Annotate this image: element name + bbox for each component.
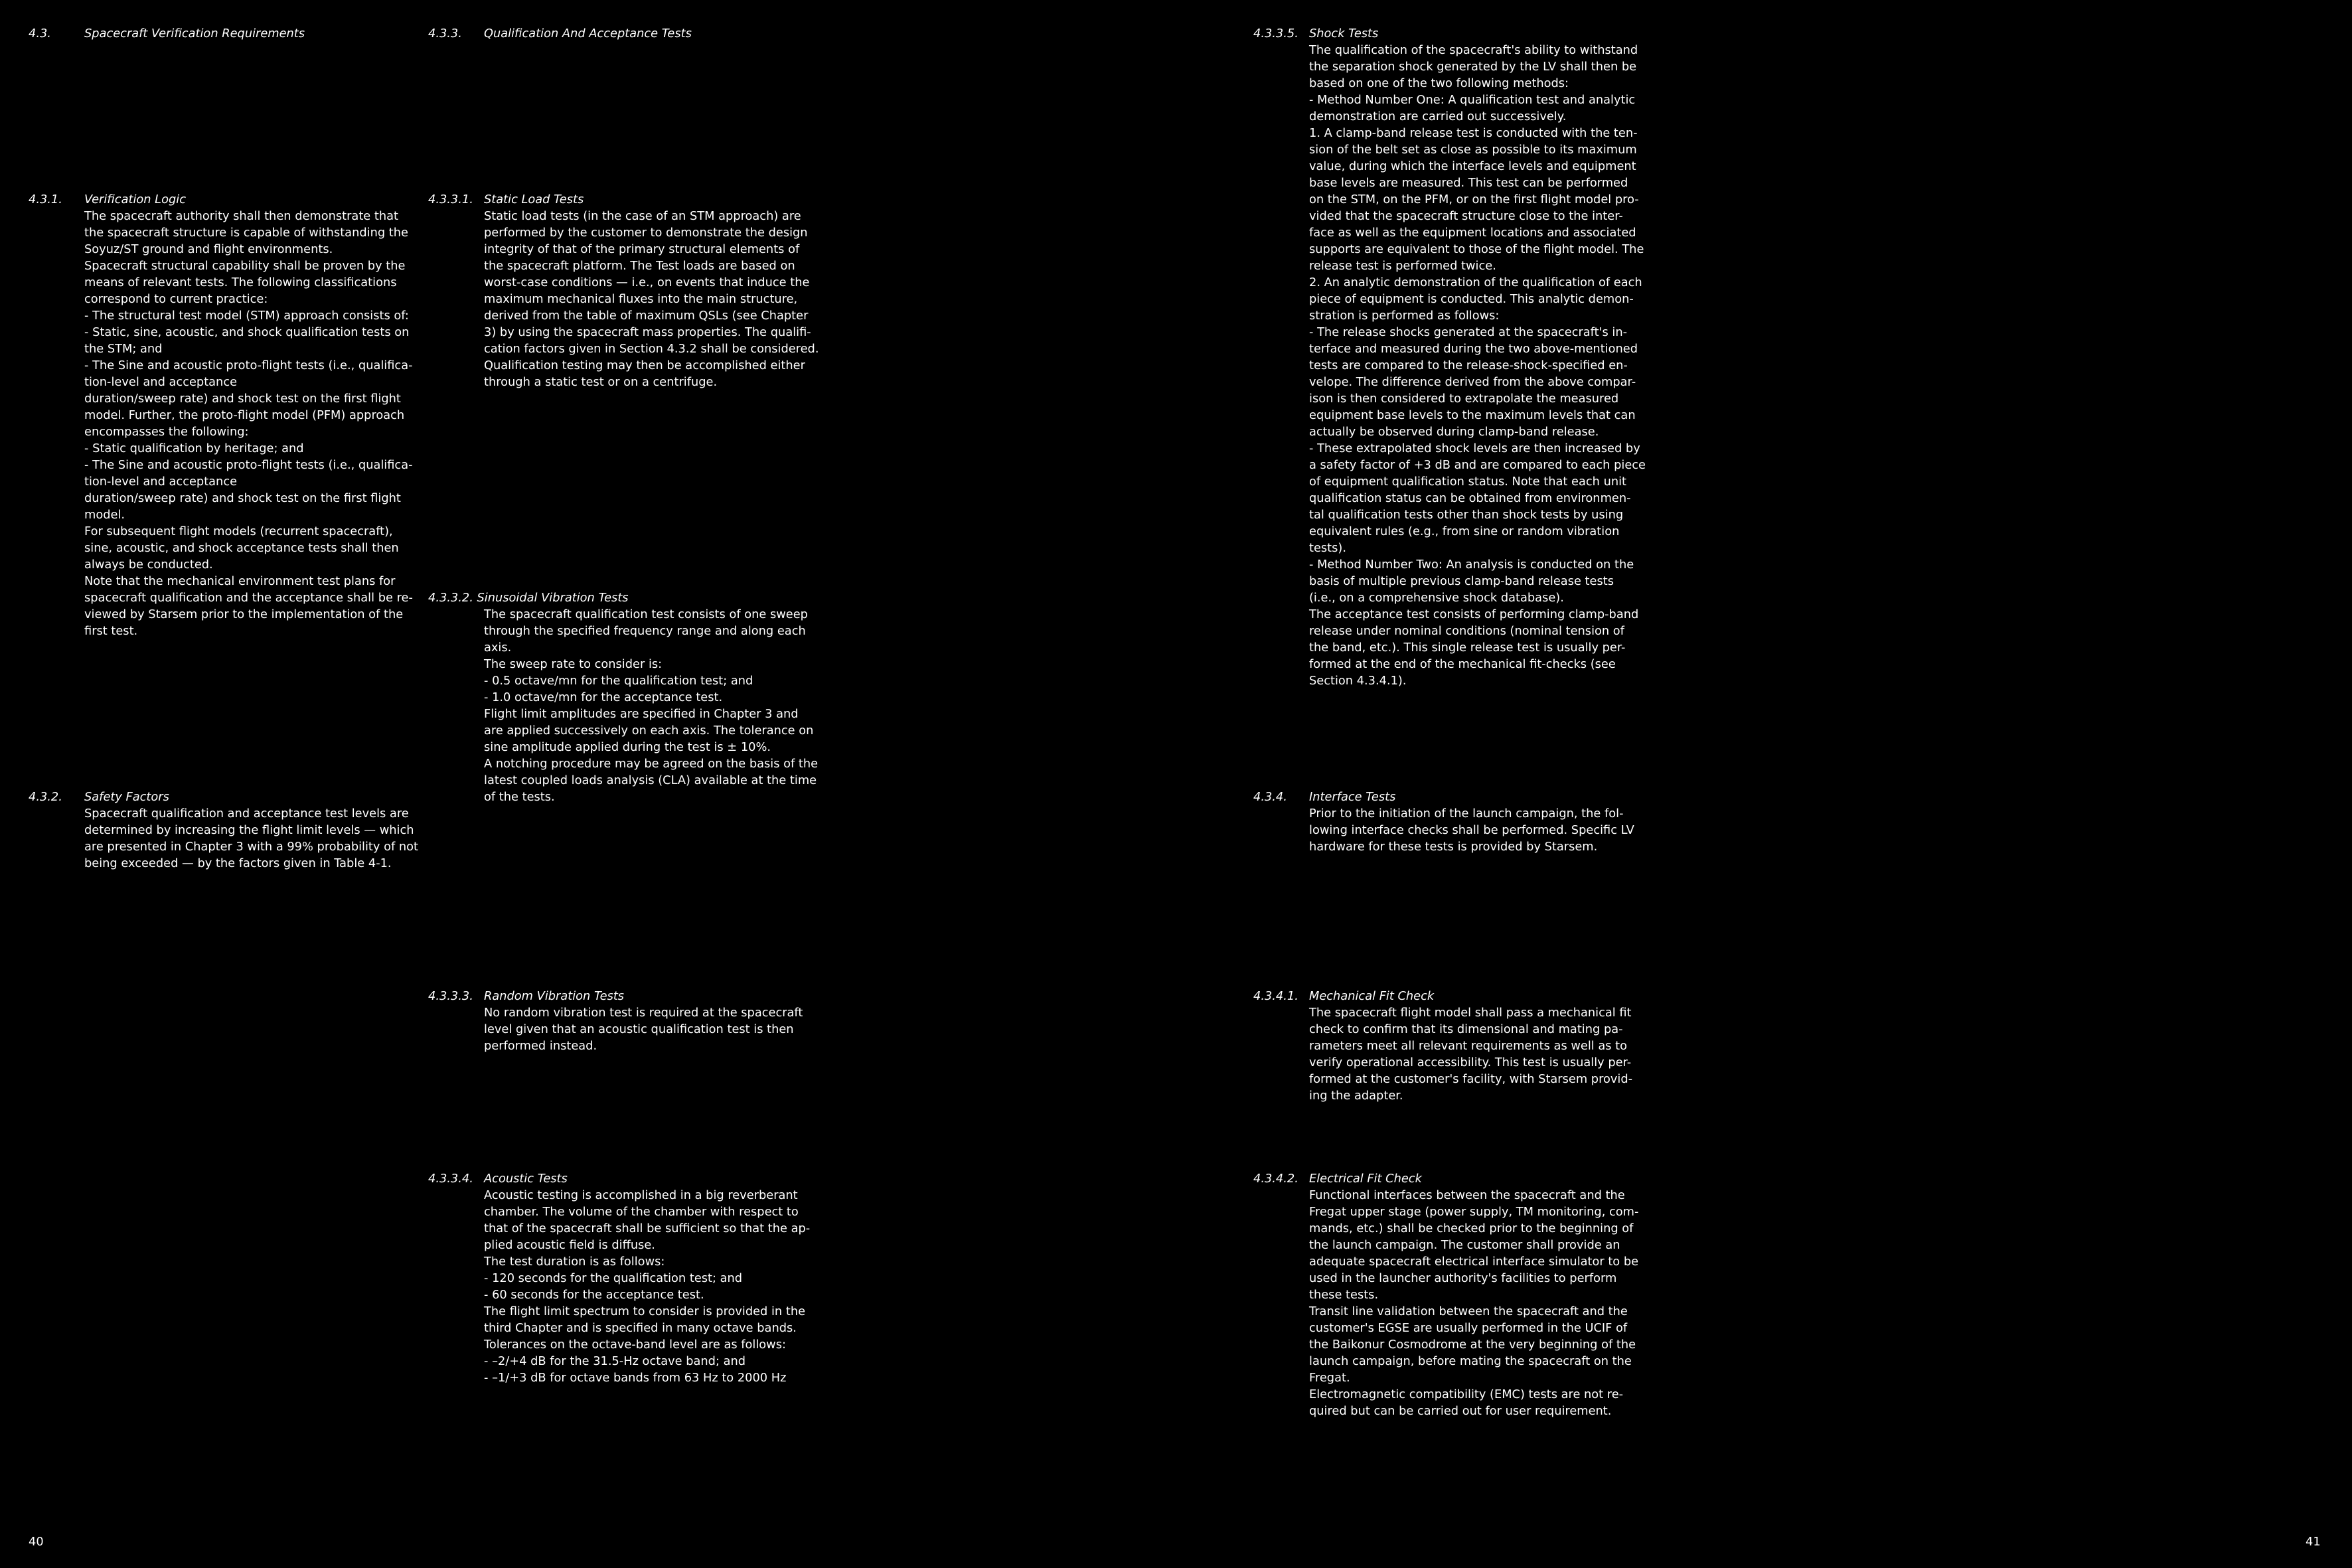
text-line: the separation shock generated by the LV shall then be xyxy=(1309,60,1637,74)
text-line: - The Sine and acoustic proto-flight tests (i.e., qualifica- xyxy=(84,358,413,372)
section-number: 4.3.4.2. xyxy=(1253,1172,1298,1186)
text-line: the spacecraft structure is capable of withstanding the xyxy=(84,226,408,240)
text-line: are presented in Chapter 3 with a 99% probability of not xyxy=(84,840,418,854)
section-body xyxy=(484,208,882,390)
text-line: first test. xyxy=(84,624,138,638)
text-line: basis of multiple previous clamp-band release tests xyxy=(1309,574,1614,588)
text-line: a safety factor of +3 dB and are compared to each piece xyxy=(1309,458,1646,472)
text-line: Flight limit amplitudes are specified in Chapter 3 and xyxy=(484,707,799,721)
text-line: tal qualification tests other than shock tests by using xyxy=(1309,508,1624,522)
text-line: sine amplitude applied during the test is ± 10%. xyxy=(484,740,771,754)
text-line: velope. The difference derived from the above compar- xyxy=(1309,375,1636,389)
text-line: performed instead. xyxy=(484,1039,597,1053)
section-4-3-1 xyxy=(29,191,483,639)
text-line: quired but can be carried out for user requirement. xyxy=(1309,1404,1612,1418)
text-line: verify operational accessibility. This test is usually per- xyxy=(1309,1056,1632,1069)
page-number-right: 41 xyxy=(2306,1535,2321,1549)
text-line: customer's EGSE are usually performed in the UCIF of xyxy=(1309,1321,1628,1335)
text-line: check to confirm that its dimensional and mating pa- xyxy=(1309,1022,1623,1036)
text-line: Fregat. xyxy=(1309,1371,1350,1385)
section-body xyxy=(484,1004,882,1054)
text-line: model. xyxy=(84,508,125,522)
text-line: release under nominal conditions (nominal tension of xyxy=(1309,624,1624,638)
text-line: Fregat upper stage (power supply, TM monitoring, com- xyxy=(1309,1205,1639,1219)
section-4-3-3-1 xyxy=(428,191,882,390)
text-line: performed by the customer to demonstrate the design xyxy=(484,226,808,240)
text-line: tests are compared to the release-shock-specified en- xyxy=(1309,358,1628,372)
text-line: ison is then considered to extrapolate the measured xyxy=(1309,392,1619,406)
text-line: level given that an acoustic qualification test is then xyxy=(484,1022,794,1036)
text-line: integrity of that of the primary structural elements of xyxy=(484,242,800,256)
text-line: formed at the customer's facility, with Starsem provid- xyxy=(1309,1072,1633,1086)
section-4-3-3-2 xyxy=(428,589,882,805)
text-line: For subsequent flight models (recurrent spacecraft), xyxy=(84,524,393,538)
text-line: derived from the table of maximum QSLs (see Chapter xyxy=(484,309,809,323)
text-line: lowing interface checks shall be performed. Specific LV xyxy=(1309,823,1634,837)
section-body xyxy=(484,606,882,805)
text-line: demonstration are carried out successively. xyxy=(1309,110,1567,123)
text-line: - Method Number One: A qualification test and analytic xyxy=(1309,93,1636,107)
text-line: are applied successively on each axis. The tolerance on xyxy=(484,724,814,738)
text-line: Spacecraft qualification and acceptance test levels are xyxy=(84,807,409,821)
text-line: qualification status can be obtained from environmen- xyxy=(1309,491,1631,505)
section-4-3 xyxy=(29,25,483,42)
section-number: 4.3.3.1. xyxy=(428,193,473,206)
text-line: launch campaign, before mating the spacecraft on the xyxy=(1309,1354,1632,1368)
text-line: Soyuz/ST ground and flight environments. xyxy=(84,242,333,256)
text-line: Note that the mechanical environment test plans for xyxy=(84,574,396,588)
text-line: - 120 seconds for the qualification test; and xyxy=(484,1271,743,1285)
section-title: Qualification And Acceptance Tests xyxy=(484,27,692,40)
section-number: 4.3.3.5. xyxy=(1253,27,1298,40)
section-number: 4.3.1. xyxy=(29,193,62,206)
text-line: Tolerances on the octave-band level are as follows: xyxy=(484,1338,786,1352)
text-line: plied acoustic field is diffuse. xyxy=(484,1238,655,1252)
text-line: latest coupled loads analysis (CLA) available at the time xyxy=(484,773,817,787)
text-line: - 0.5 octave/mn for the qualification test; and xyxy=(484,674,753,688)
text-line: (i.e., on a comprehensive shock database). xyxy=(1309,591,1564,605)
text-line: always be conducted. xyxy=(84,558,213,572)
section-title: Verification Logic xyxy=(84,193,186,206)
text-line: - 1.0 octave/mn for the acceptance test. xyxy=(484,690,723,704)
text-line: chamber. The volume of the chamber with respect to xyxy=(484,1205,799,1219)
text-line: value, during which the interface levels and equipment xyxy=(1309,159,1636,173)
text-line: adequate spacecraft electrical interface simulator to be xyxy=(1309,1255,1639,1269)
section-title: Static Load Tests xyxy=(484,193,584,206)
section-title: Acoustic Tests xyxy=(484,1172,568,1186)
text-line: A notching procedure may be agreed on the basis of the xyxy=(484,757,819,771)
text-line: The flight limit spectrum to consider is provided in the xyxy=(484,1304,806,1318)
text-line: spacecraft qualification and the acceptance shall be re- xyxy=(84,591,413,605)
text-line: model. Further, the proto-flight model (PFM) approach xyxy=(84,408,405,422)
text-line: The sweep rate to consider is: xyxy=(484,657,663,671)
text-line: the STM; and xyxy=(84,342,163,356)
text-line: base levels are measured. This test can be performed xyxy=(1309,176,1628,190)
section-number: 4.3.2. xyxy=(29,790,62,804)
section-body xyxy=(84,805,483,872)
text-line: of the tests. xyxy=(484,790,555,804)
section-4-3-3 xyxy=(428,25,882,42)
text-line: Transit line validation between the spacecraft and the xyxy=(1309,1304,1628,1318)
text-line: piece of equipment is conducted. This analytic demon- xyxy=(1309,292,1634,306)
text-line: The qualification of the spacecraft's ability to withstand xyxy=(1309,43,1638,57)
section-body xyxy=(484,1187,882,1386)
text-line: - Static, sine, acoustic, and shock qualification tests on xyxy=(84,325,410,339)
text-line: terface and measured during the two above-mentioned xyxy=(1309,342,1638,356)
text-line: No random vibration test is required at the spacecraft xyxy=(484,1006,803,1020)
text-line: - These extrapolated shock levels are then increased by xyxy=(1309,441,1640,455)
section-body xyxy=(1309,42,1707,689)
text-line: - Static qualification by heritage; and xyxy=(84,441,304,455)
section-4-3-2 xyxy=(29,789,483,872)
text-line: means of relevant tests. The following classifications xyxy=(84,275,397,289)
text-line: vided that the spacecraft structure close to the inter- xyxy=(1309,209,1623,223)
section-title: Mechanical Fit Check xyxy=(1309,989,1435,1003)
text-line: Prior to the initiation of the launch campaign, the fol- xyxy=(1309,807,1624,821)
text-line: - The release shocks generated at the spacecraft's in- xyxy=(1309,325,1628,339)
text-line: used in the launcher authority's facilities to perform xyxy=(1309,1271,1617,1285)
text-line: viewed by Starsem prior to the implementation of the xyxy=(84,607,404,621)
text-line: axis. xyxy=(484,641,512,655)
text-line: Functional interfaces between the spacecraft and the xyxy=(1309,1188,1625,1202)
section-4-3-4-2 xyxy=(1253,1170,1707,1419)
text-line: that of the spacecraft shall be sufficient so that the ap- xyxy=(484,1221,811,1235)
text-line: 3) by using the spacecraft mass properties. The qualifi- xyxy=(484,325,811,339)
text-line: supports are equivalent to those of the flight model. The xyxy=(1309,242,1644,256)
text-line: based on one of the two following methods: xyxy=(1309,76,1569,90)
text-line: through the specified frequency range and along each xyxy=(484,624,806,638)
text-line: - The Sine and acoustic proto-flight tests (i.e., qualifica- xyxy=(84,458,413,472)
text-line: these tests. xyxy=(1309,1288,1379,1302)
text-line: being exceeded — by the factors given in Table 4-1. xyxy=(84,856,392,870)
section-4-3-4 xyxy=(1253,789,1707,855)
text-line: third Chapter and is specified in many octave bands. xyxy=(484,1321,797,1335)
text-line: Qualification testing may then be accomplished either xyxy=(484,358,805,372)
text-line: maximum mechanical fluxes into the main structure, xyxy=(484,292,798,306)
text-line: worst-case conditions — i.e., on events that induce the xyxy=(484,275,810,289)
section-number: 4.3.4. xyxy=(1253,790,1287,804)
text-line: release test is performed twice. xyxy=(1309,259,1496,273)
section-number: 4.3.3. xyxy=(428,27,462,40)
section-title: Safety Factors xyxy=(84,790,169,804)
text-line: ing the adapter. xyxy=(1309,1089,1403,1103)
text-line: Static load tests (in the case of an STM approach) are xyxy=(484,209,801,223)
text-line: Electromagnetic compatibility (EMC) tests are not re- xyxy=(1309,1387,1624,1401)
section-4-3-3-4 xyxy=(428,1170,882,1386)
text-line: the launch campaign. The customer shall provide an xyxy=(1309,1238,1620,1252)
text-line: duration/sweep rate) and shock test on the first flight xyxy=(84,392,401,406)
text-line: the band, etc.). This single release test is usually per- xyxy=(1309,641,1626,655)
text-line: tion-level and acceptance xyxy=(84,475,238,489)
section-title: Shock Tests xyxy=(1309,27,1379,40)
text-line: face as well as the equipment locations and associated xyxy=(1309,226,1636,240)
section-body xyxy=(1309,1004,1707,1104)
text-line: The test duration is as follows: xyxy=(484,1255,665,1269)
text-line: of equipment qualification status. Note that each unit xyxy=(1309,475,1627,489)
text-line: duration/sweep rate) and shock test on the first flight xyxy=(84,491,401,505)
section-body xyxy=(1309,805,1707,855)
section-title: Spacecraft Verification Requirements xyxy=(84,27,305,40)
text-line: 1. A clamp-band release test is conducted with the ten- xyxy=(1309,126,1638,140)
text-line: encompasses the following: xyxy=(84,425,249,439)
section-title: Interface Tests xyxy=(1309,790,1396,804)
text-line: The spacecraft flight model shall pass a mechanical fit xyxy=(1309,1006,1632,1020)
text-line: Spacecraft structural capability shall be proven by the xyxy=(84,259,406,273)
section-title: Random Vibration Tests xyxy=(484,989,625,1003)
text-line: determined by increasing the flight limit levels — which xyxy=(84,823,414,837)
text-line: - –2/+4 dB for the 31.5-Hz octave band; and xyxy=(484,1354,746,1368)
text-line: equipment base levels to the maximum levels that can xyxy=(1309,408,1636,422)
text-line: correspond to current practice: xyxy=(84,292,268,306)
text-line: The spacecraft authority shall then demonstrate that xyxy=(84,209,399,223)
section-body xyxy=(84,208,483,639)
text-line: - 60 seconds for the acceptance test. xyxy=(484,1288,704,1302)
section-4-3-3-3 xyxy=(428,988,882,1054)
section-4-3-3-5 xyxy=(1253,25,1707,689)
section-title: 4.3.3.2. Sinusoidal Vibration Tests xyxy=(428,591,629,605)
text-line: sion of the belt set as close as possible to its maximum xyxy=(1309,143,1637,157)
text-line: Section 4.3.4.1). xyxy=(1309,674,1407,688)
text-line: Acoustic testing is accomplished in a big reverberant xyxy=(484,1188,798,1202)
text-line: sine, acoustic, and shock acceptance tests shall then xyxy=(84,541,399,555)
section-number: 4.3.3.4. xyxy=(428,1172,473,1186)
text-line: - Method Number Two: An analysis is conducted on the xyxy=(1309,558,1634,572)
text-line: tion-level and acceptance xyxy=(84,375,238,389)
text-line: 2. An analytic demonstration of the qualification of each xyxy=(1309,275,1642,289)
text-line: tests). xyxy=(1309,541,1347,555)
section-number: 4.3. xyxy=(29,27,51,40)
text-line: The spacecraft qualification test consists of one sweep xyxy=(484,607,808,621)
text-line: - –1/+3 dB for octave bands from 63 Hz to 2000 Hz xyxy=(484,1371,787,1385)
text-line: mands, etc.) shall be checked prior to the beginning of xyxy=(1309,1221,1634,1235)
text-line: rameters meet all relevant requirements as well as to xyxy=(1309,1039,1628,1053)
text-line: actually be observed during clamp-band release. xyxy=(1309,425,1599,439)
section-number: 4.3.4.1. xyxy=(1253,989,1298,1003)
text-line: The acceptance test consists of performing clamp-band xyxy=(1309,607,1639,621)
text-line: the Baikonur Cosmodrome at the very beginning of the xyxy=(1309,1338,1636,1352)
section-4-3-4-1 xyxy=(1253,988,1707,1104)
section-body xyxy=(1309,1187,1707,1419)
text-line: - The structural test model (STM) approach consists of: xyxy=(84,309,409,323)
section-number: 4.3.3.3. xyxy=(428,989,473,1003)
text-line: through a static test or on a centrifuge. xyxy=(484,375,718,389)
text-line: on the STM, on the PFM, or on the first flight model pro- xyxy=(1309,193,1639,206)
text-line: equivalent rules (e.g., from sine or random vibration xyxy=(1309,524,1620,538)
text-line: cation factors given in Section 4.3.2 shall be considered. xyxy=(484,342,819,356)
text-line: formed at the end of the mechanical fit-checks (see xyxy=(1309,657,1616,671)
text-line: stration is performed as follows: xyxy=(1309,309,1500,323)
text-line: the spacecraft platform. The Test loads are based on xyxy=(484,259,795,273)
text-line: hardware for these tests is provided by Starsem. xyxy=(1309,840,1598,854)
page-number-left: 40 xyxy=(29,1535,44,1549)
section-title: Electrical Fit Check xyxy=(1309,1172,1422,1186)
